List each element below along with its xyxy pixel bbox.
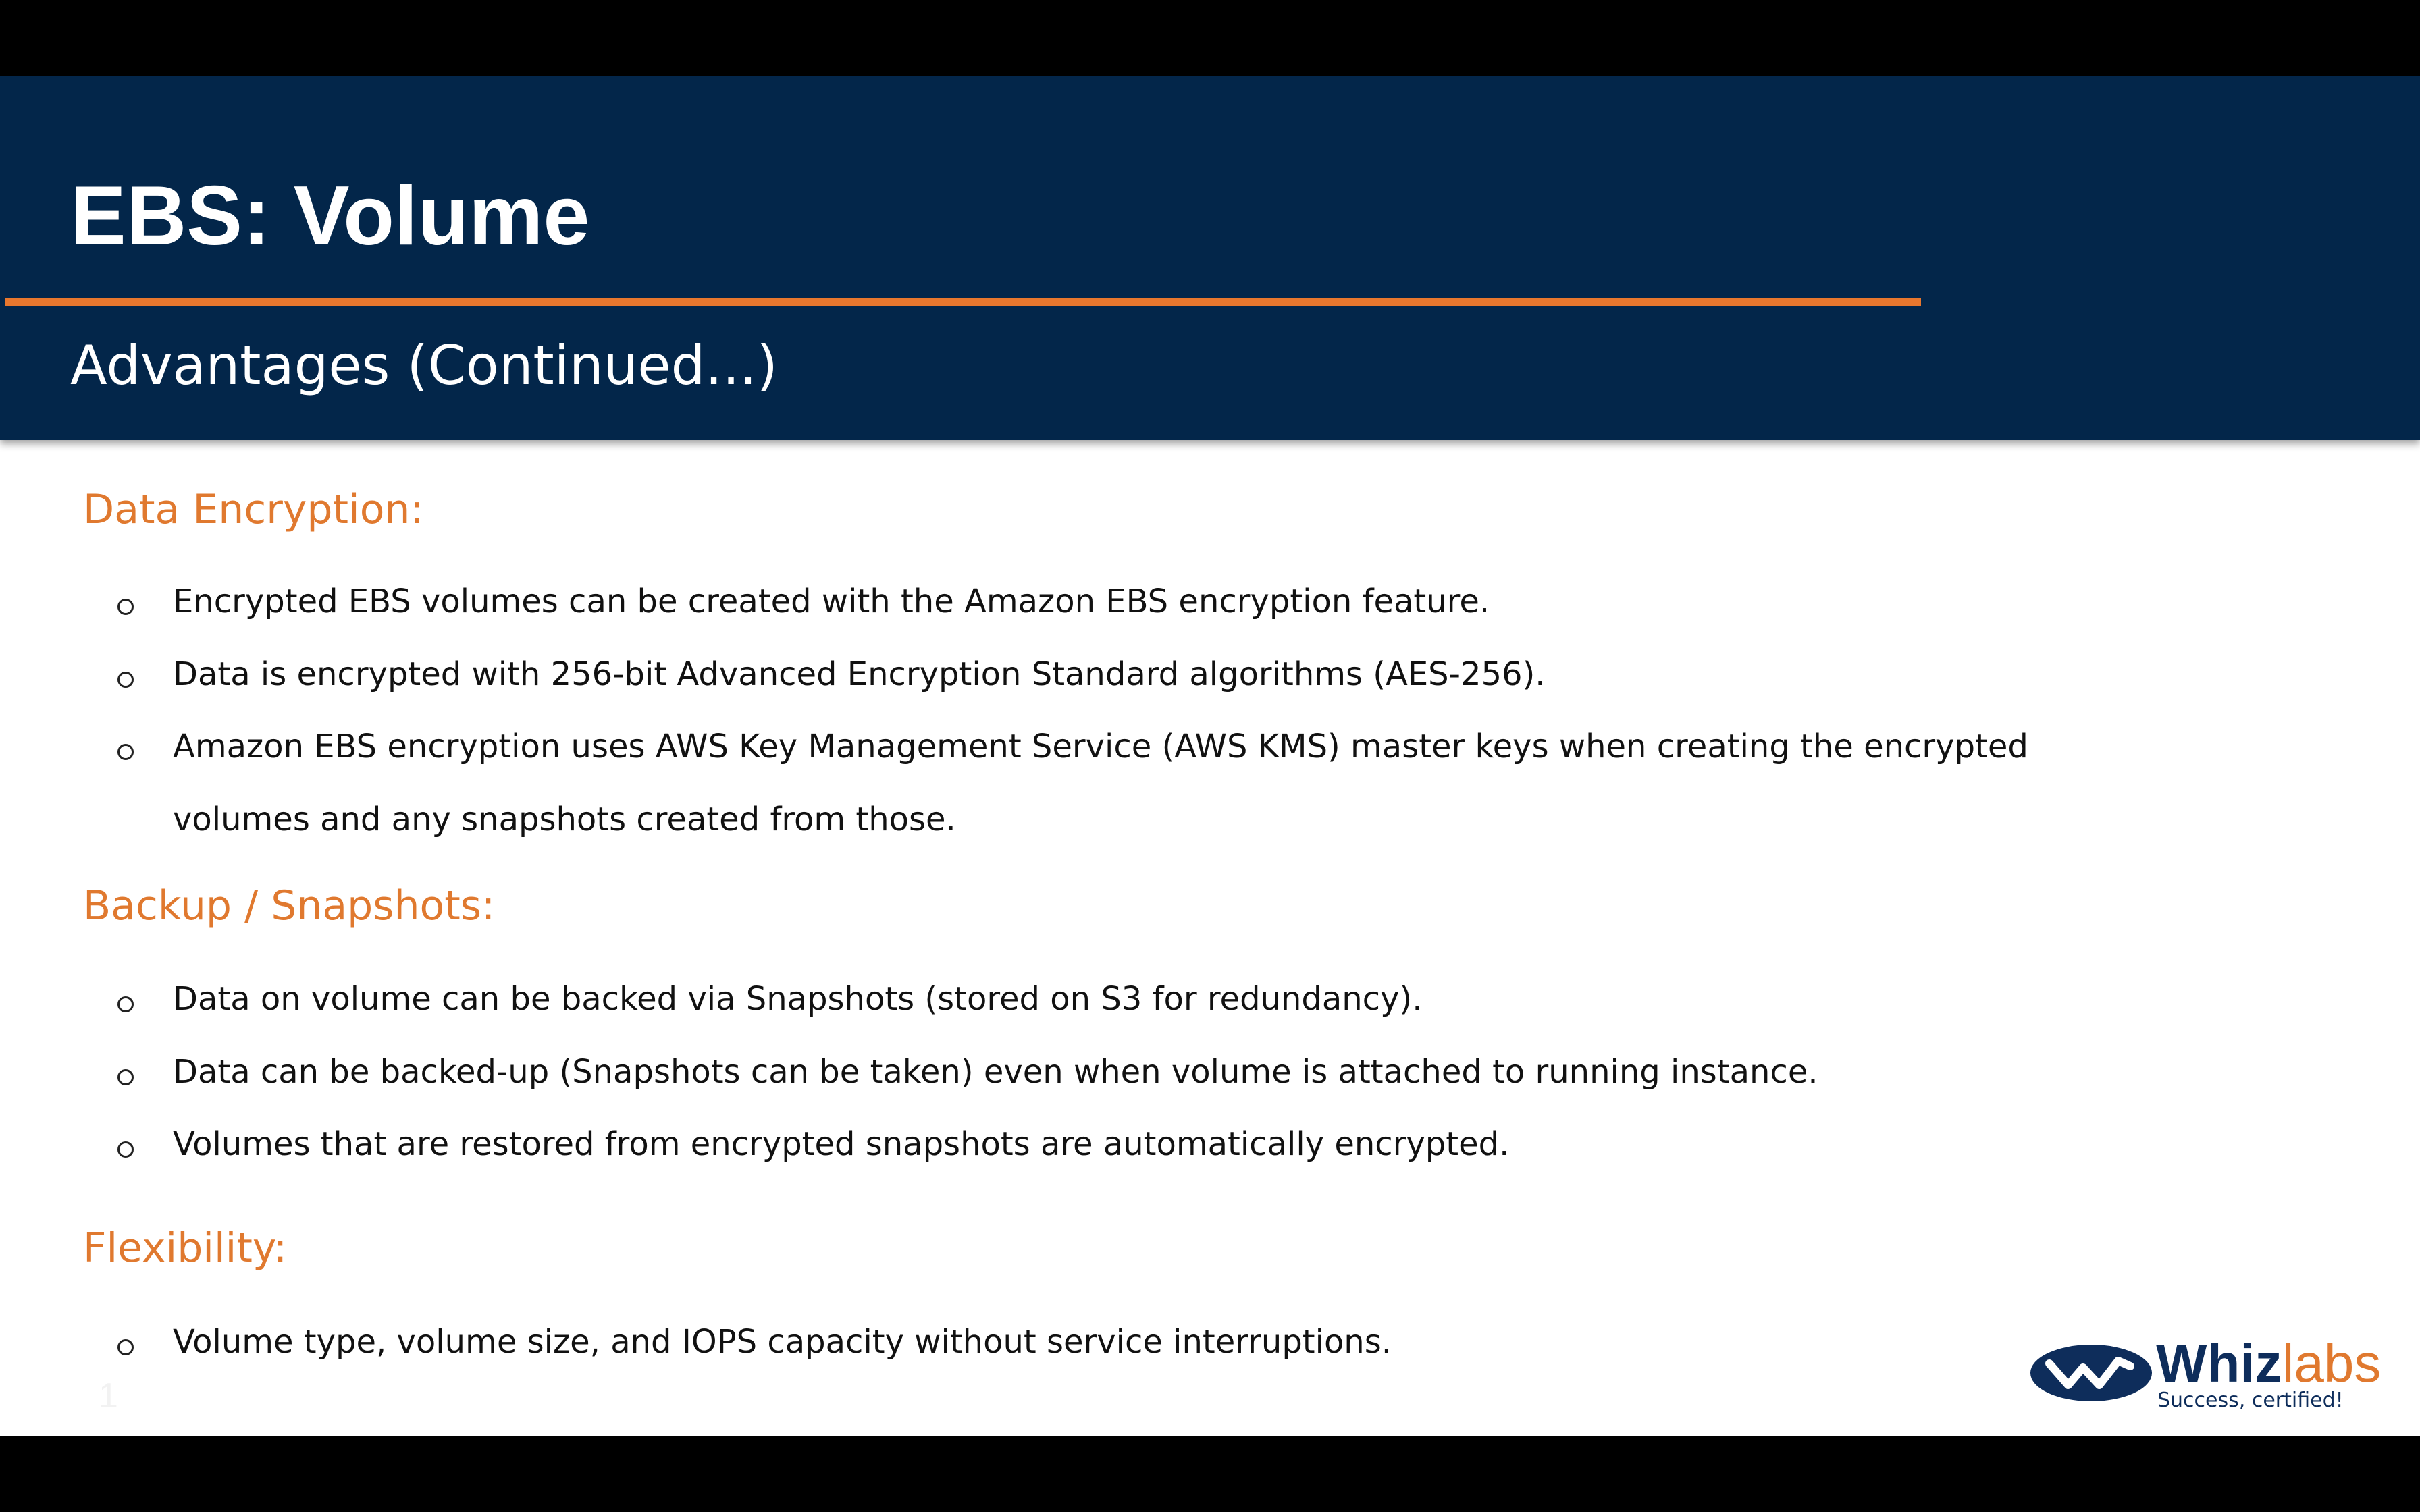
logo-wordmark <box>2156 1333 2382 1393</box>
section-heading-backup-snapshots: Backup / Snapshots: <box>83 882 496 929</box>
logo-word-whiz: Whiz <box>2156 1333 2282 1393</box>
bullet-icon <box>117 599 134 615</box>
slide-subtitle: Advantages (Continued...) <box>70 334 778 397</box>
whizlabs-logo <box>2029 1333 2382 1418</box>
list-item: Encrypted EBS volumes can be created with the Amazon EBS encryption feature. <box>173 583 1490 620</box>
list-item: Data is encrypted with 256-bit Advanced Encryption Standard algorithms (AES-256). <box>173 655 1546 693</box>
bullet-icon <box>117 1069 134 1085</box>
section-heading-flexibility: Flexibility: <box>83 1224 288 1272</box>
list-item-continuation: volumes and any snapshots created from those. <box>173 801 956 838</box>
list-item: Data can be backed-up (Snapshots can be taken) even when volume is attached to running instance. <box>173 1053 1818 1091</box>
bullet-icon <box>117 1339 134 1355</box>
slide-header <box>0 76 2420 440</box>
letterbox-top <box>0 0 2420 76</box>
bullet-icon <box>117 672 134 688</box>
list-item: Volumes that are restored from encrypted snapshots are automatically encrypted. <box>173 1125 1510 1163</box>
logo-word-labs: labs <box>2282 1333 2382 1393</box>
slide-number: 1 <box>99 1376 118 1415</box>
whizlabs-logo-icon <box>2029 1336 2155 1404</box>
bullet-icon <box>117 996 134 1013</box>
title-underline <box>5 298 1921 306</box>
bullet-icon <box>117 744 134 760</box>
bullet-icon <box>117 1141 134 1158</box>
list-item: Amazon EBS encryption uses AWS Key Management Service (AWS KMS) master keys when creating the encrypted <box>173 728 2028 765</box>
list-item: Volume type, volume size, and IOPS capacity without service interruptions. <box>173 1323 1392 1361</box>
section-heading-data-encryption: Data Encryption: <box>83 486 424 533</box>
logo-tagline: Success, certified! <box>2157 1388 2344 1412</box>
slide <box>0 76 2420 1436</box>
list-item: Data on volume can be backed via Snapshots (stored on S3 for redundancy). <box>173 980 1423 1018</box>
letterbox-bottom <box>0 1436 2420 1512</box>
slide-title: EBS: Volume <box>70 169 590 263</box>
